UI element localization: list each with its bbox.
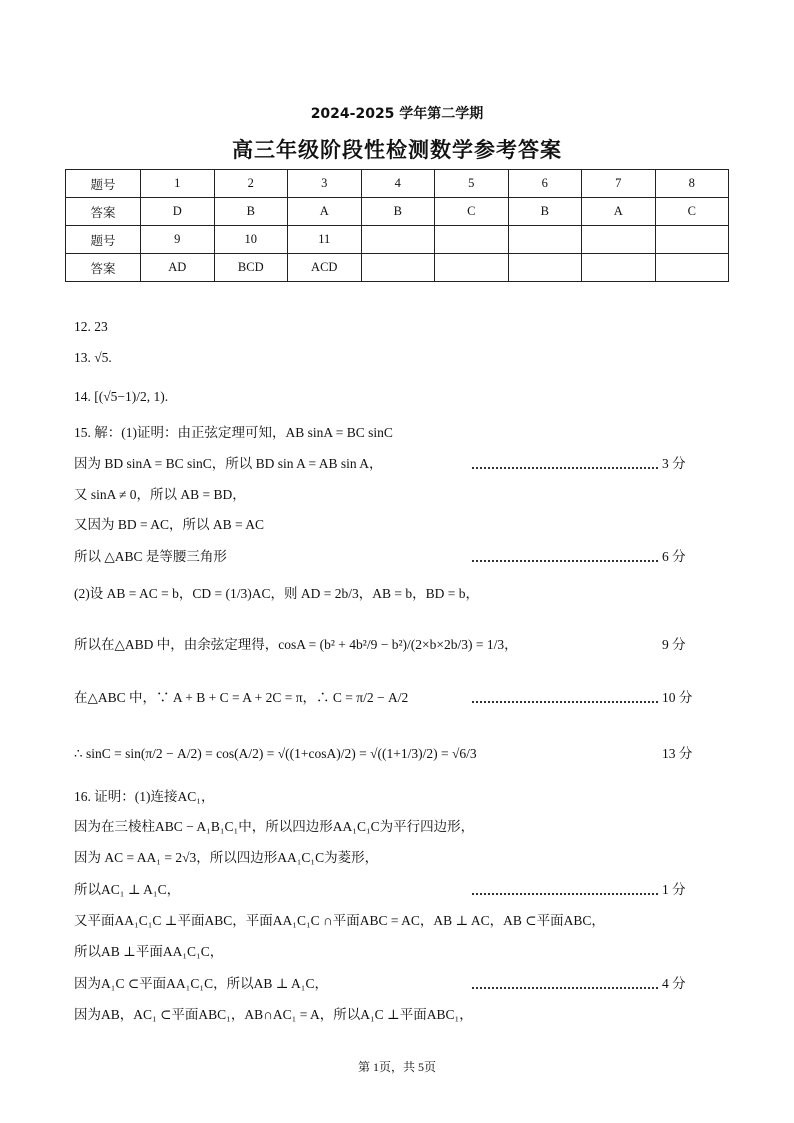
solution-line bbox=[74, 743, 704, 765]
score-mark: 9 分 bbox=[662, 637, 686, 652]
solution-line bbox=[74, 910, 704, 932]
table-cell bbox=[361, 254, 435, 282]
page-title: 高三年级阶段性检测数学参考答案 bbox=[232, 138, 562, 162]
answer-line-13 bbox=[74, 347, 704, 369]
solution-line bbox=[74, 484, 704, 506]
row-label: 题号 bbox=[66, 226, 141, 254]
table-cell bbox=[655, 226, 729, 254]
table-cell: B bbox=[214, 198, 288, 226]
line-text: 所以AB ⊥平面AA₁C₁C， bbox=[74, 944, 224, 959]
solution-line bbox=[74, 786, 704, 808]
dot-leader bbox=[472, 560, 658, 562]
solution-line bbox=[74, 816, 704, 838]
score-mark: 13 分 bbox=[662, 746, 693, 761]
table-cell: 5 bbox=[435, 170, 509, 198]
table-row bbox=[66, 226, 729, 254]
score-mark: 3 分 bbox=[662, 456, 686, 471]
answer-line-14 bbox=[74, 386, 704, 408]
table-cell bbox=[435, 226, 509, 254]
solution-line bbox=[74, 687, 704, 709]
solution-line bbox=[74, 546, 704, 568]
table-cell: B bbox=[508, 198, 582, 226]
table-cell: 3 bbox=[288, 170, 362, 198]
row-label: 答案 bbox=[66, 198, 141, 226]
line-text: 所以在△ABD 中，由余弦定理得，cosA = (b² + 4b²/9 − b²)/(2×b×2b/3) = 1/3， bbox=[74, 637, 518, 652]
table-cell: AD bbox=[141, 254, 215, 282]
dot-leader bbox=[472, 893, 658, 895]
table-cell: 6 bbox=[508, 170, 582, 198]
line-text: 又因为 BD = AC，所以 AB = AC bbox=[74, 517, 265, 532]
table-cell: 11 bbox=[288, 226, 362, 254]
table-cell: BCD bbox=[214, 254, 288, 282]
table-cell: A bbox=[288, 198, 362, 226]
solution-line bbox=[74, 941, 704, 963]
line-text: 14. [(√5−1)/2, 1). bbox=[74, 389, 169, 404]
dot-leader bbox=[472, 467, 658, 469]
term-heading: 2024-2025 学年第二学期 bbox=[310, 106, 484, 122]
table-cell: C bbox=[655, 198, 729, 226]
table-cell: A bbox=[582, 198, 656, 226]
score-mark: 1 分 bbox=[662, 882, 686, 897]
line-text: 13. √5. bbox=[74, 350, 112, 365]
dot-leader bbox=[472, 701, 658, 703]
table-cell bbox=[508, 226, 582, 254]
solution-line bbox=[74, 514, 704, 536]
line-text: 所以 △ABC 是等腰三角形 bbox=[74, 549, 227, 564]
answer-table bbox=[65, 169, 729, 282]
line-text: ∴ sinC = sin(π/2 − A/2) = cos(A/2) = √((1+cosA)/2) = √((1+1/3)/2) = √6/3 bbox=[74, 746, 477, 761]
dot-leader bbox=[472, 987, 658, 989]
solution-line bbox=[74, 634, 704, 656]
table-cell: ACD bbox=[288, 254, 362, 282]
line-text: 因为 BD sinA = BC sinC，所以 BD sin A = AB sin A， bbox=[74, 456, 383, 471]
table-row bbox=[66, 170, 729, 198]
table-cell bbox=[582, 226, 656, 254]
table-cell: 1 bbox=[141, 170, 215, 198]
table-cell bbox=[435, 254, 509, 282]
line-text: 所以AC₁ ⊥ A₁C， bbox=[74, 882, 181, 897]
answer-line-12 bbox=[74, 316, 704, 338]
solution-line bbox=[74, 1004, 704, 1026]
solution-line bbox=[74, 973, 704, 995]
score-mark: 6 分 bbox=[662, 549, 686, 564]
page-footer: 第 1页，共 5页 bbox=[357, 1060, 436, 1074]
line-text: 因为AB，AC₁ ⊂平面ABC₁，AB∩AC₁ = A，所以A₁C ⊥平面ABC₁， bbox=[74, 1007, 473, 1022]
score-mark: 10 分 bbox=[662, 690, 693, 705]
table-cell: 8 bbox=[655, 170, 729, 198]
solution-line bbox=[74, 879, 704, 901]
row-label: 题号 bbox=[66, 170, 141, 198]
line-text: 12. 23 bbox=[74, 319, 108, 334]
table-cell: C bbox=[435, 198, 509, 226]
line-text: 因为 AC = AA₁ = 2√3，所以四边形AA₁C₁C为菱形， bbox=[74, 850, 379, 865]
line-text: (2)设 AB = AC = b，CD = (1/3)AC，则 AD = 2b/3，AB = b，BD = b， bbox=[74, 586, 479, 601]
line-text: 又 sinA ≠ 0，所以 AB = BD， bbox=[74, 487, 246, 502]
solution-line bbox=[74, 453, 704, 475]
table-cell bbox=[582, 254, 656, 282]
line-text: 在△ABC 中，∵ A + B + C = A + 2C = π，∴ C = π/2 − A/2 bbox=[74, 690, 409, 705]
table-cell bbox=[508, 254, 582, 282]
line-text: 又平面AA₁C₁C ⊥平面ABC，平面AA₁C₁C ∩平面ABC = AC，AB ⊥ AC，AB ⊂平面ABC， bbox=[74, 913, 605, 928]
line-text: 15. 解：(1)证明：由正弦定理可知，AB sinA = BC sinC bbox=[74, 425, 393, 440]
table-cell: 2 bbox=[214, 170, 288, 198]
table-row bbox=[66, 254, 729, 282]
score-mark: 4 分 bbox=[662, 976, 686, 991]
table-cell: 4 bbox=[361, 170, 435, 198]
row-label: 答案 bbox=[66, 254, 141, 282]
table-cell: 10 bbox=[214, 226, 288, 254]
solution-line bbox=[74, 422, 704, 444]
line-text: 因为在三棱柱ABC − A₁B₁C₁中，所以四边形AA₁C₁C为平行四边形， bbox=[74, 819, 475, 834]
table-cell bbox=[361, 226, 435, 254]
table-cell: 9 bbox=[141, 226, 215, 254]
table-cell bbox=[655, 254, 729, 282]
solution-line bbox=[74, 583, 704, 605]
table-cell: D bbox=[141, 198, 215, 226]
table-cell: B bbox=[361, 198, 435, 226]
line-text: 因为A₁C ⊂平面AA₁C₁C，所以AB ⊥ A₁C， bbox=[74, 976, 328, 991]
table-cell: 7 bbox=[582, 170, 656, 198]
line-text: 16. 证明：(1)连接AC₁， bbox=[74, 789, 215, 804]
table-row bbox=[66, 198, 729, 226]
solution-line bbox=[74, 847, 704, 869]
